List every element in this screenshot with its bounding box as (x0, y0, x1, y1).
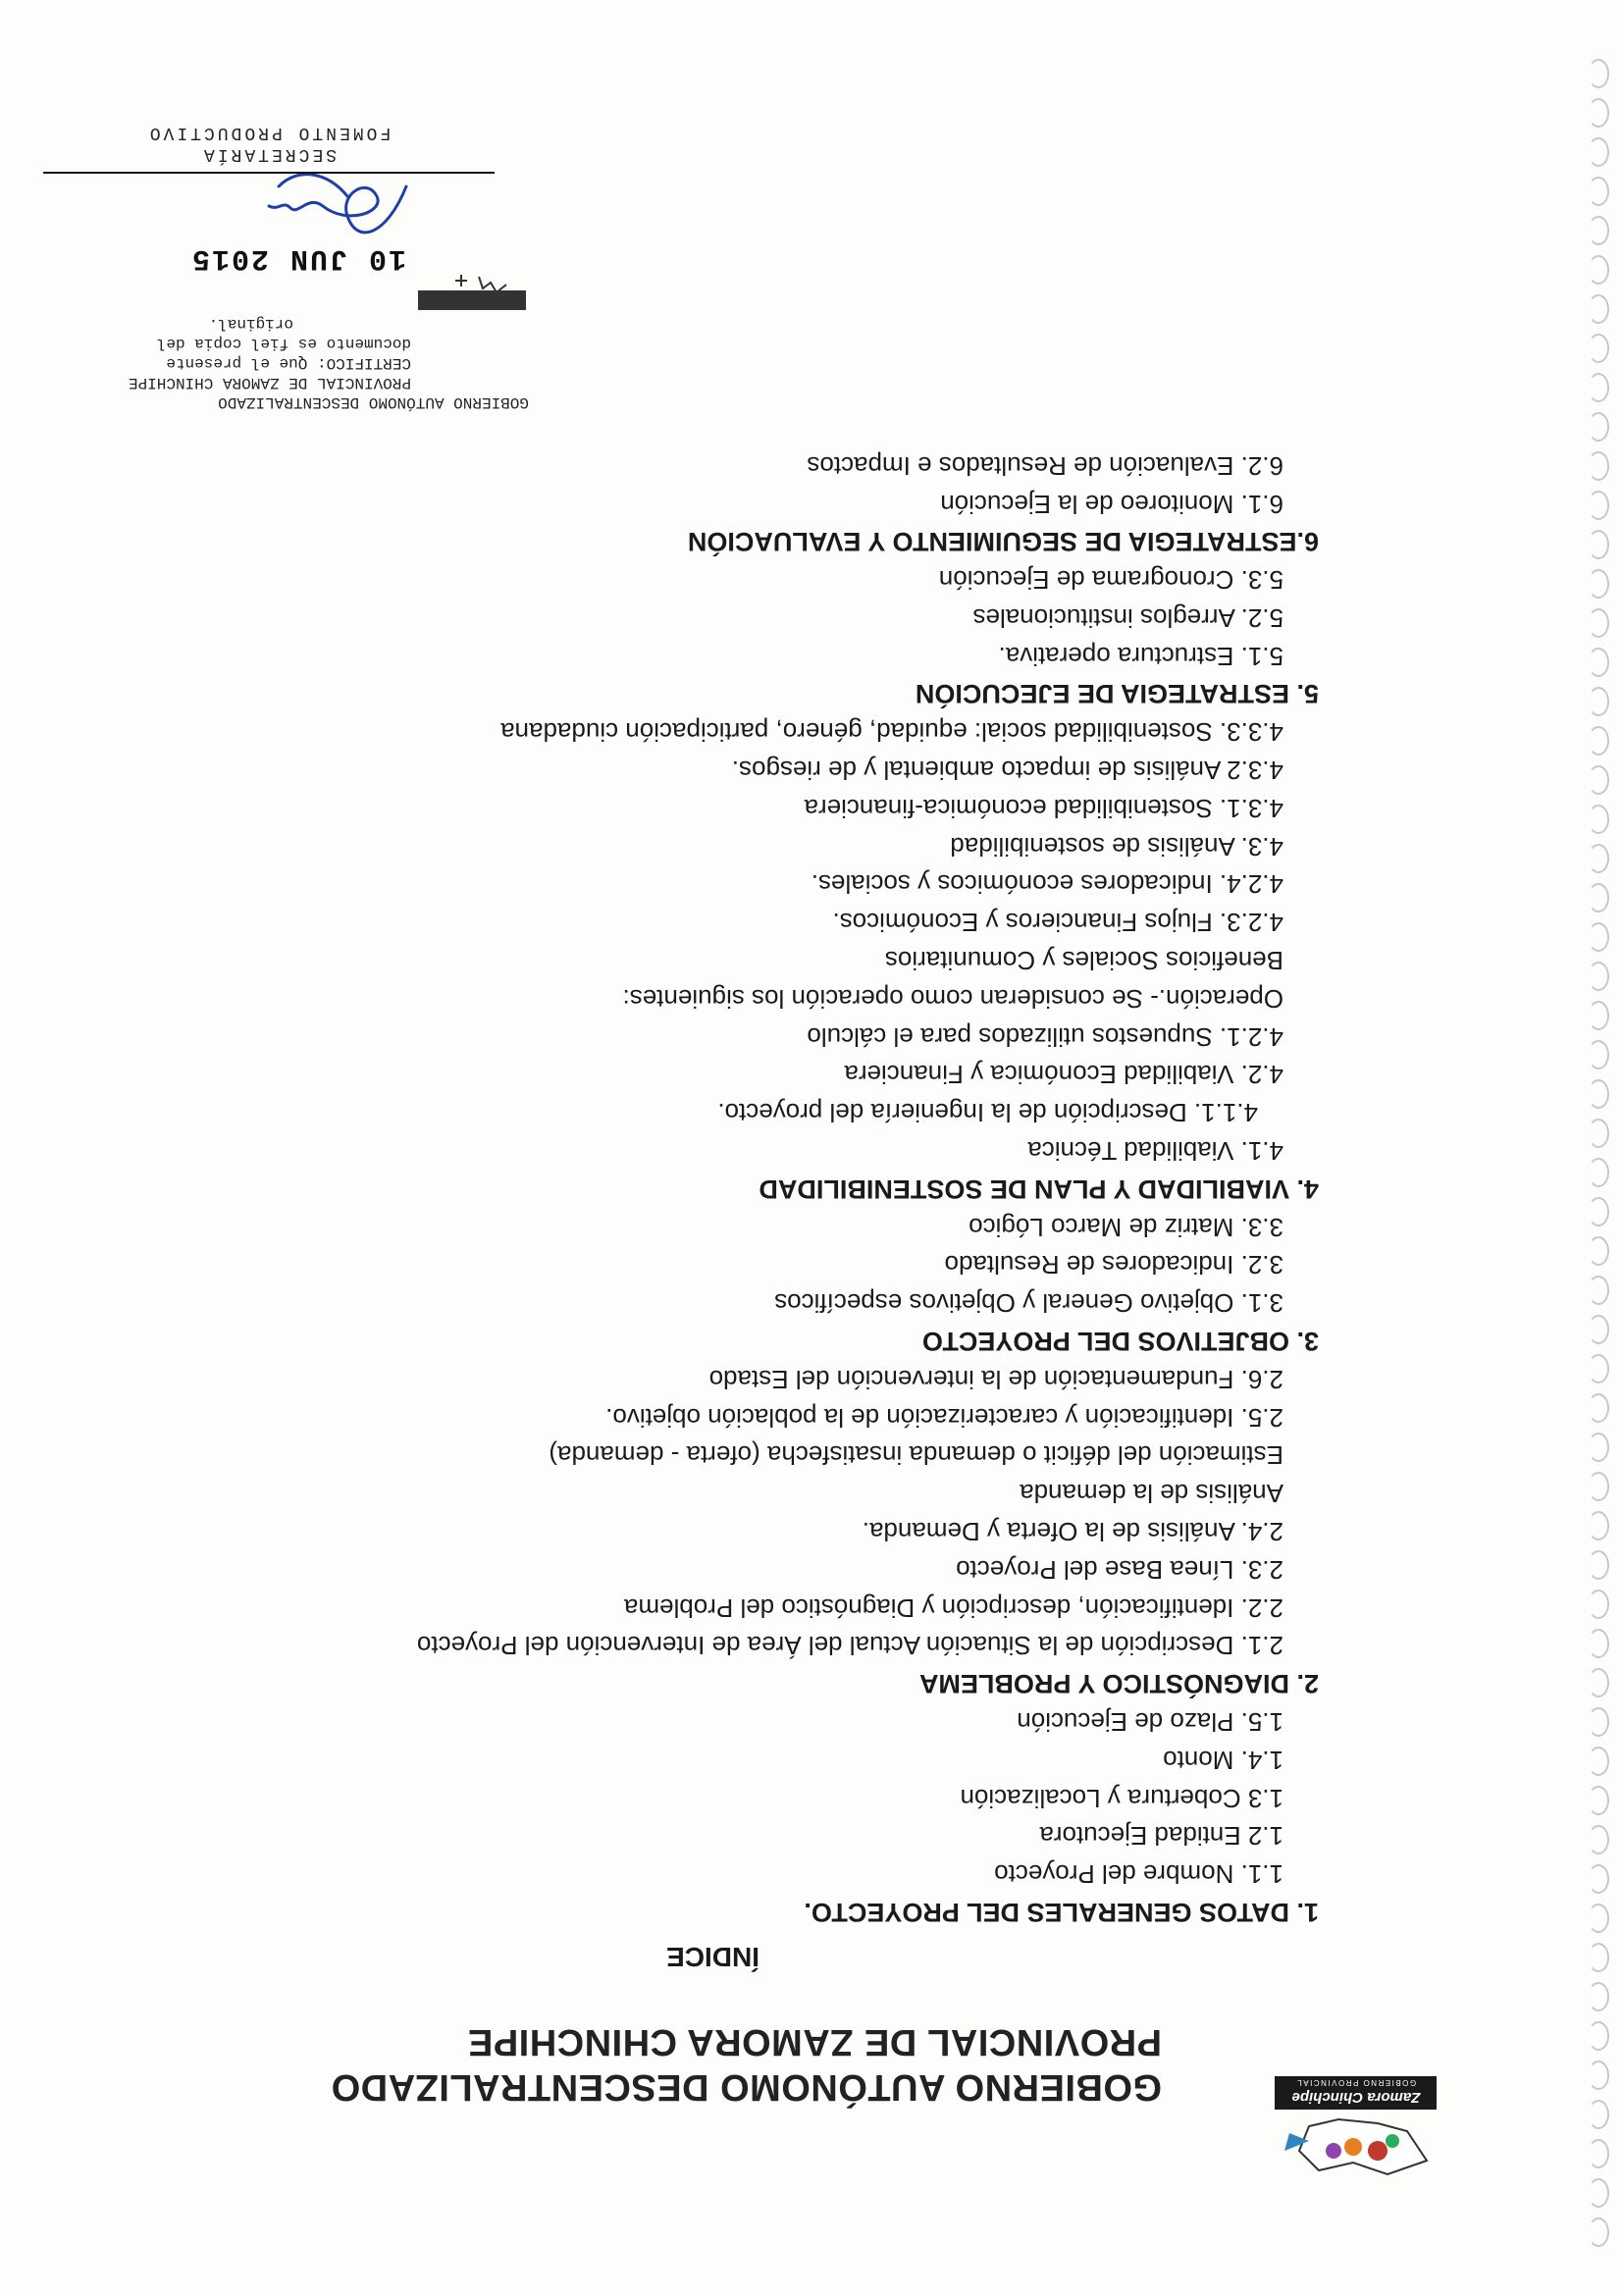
binder-hole (1588, 1315, 1609, 1344)
toc-section-heading: 1. DATOS GENERALES DEL PROYECTO. (804, 1898, 1319, 1927)
toc-entry: 1.3 Cobertura y Localización (960, 1783, 1283, 1813)
binder-hole (1588, 1040, 1609, 1070)
provincial-logo (1270, 2070, 1446, 2180)
toc-section-heading: 6.ESTRATEGIA DE SEGUIMIENTO Y EVALUACIÓN (687, 527, 1319, 557)
binder-hole (1588, 569, 1609, 599)
binder-hole (1588, 530, 1609, 559)
binder-hole (1588, 1707, 1609, 1737)
binder-hole (1588, 1511, 1609, 1540)
binder-hole (1588, 1236, 1609, 1266)
toc-entry: 2.5. Identificación y caracterización de la población objetivo. (605, 1402, 1283, 1433)
toc-entry: 6.1. Monitoreo de la Ejecución (940, 489, 1283, 519)
binder-hole (1588, 451, 1609, 481)
signature-line (43, 172, 495, 174)
toc-section-heading: 3. OBJETIVOS DEL PROYECTO (921, 1327, 1319, 1357)
toc-entry: 6.2. Evaluación de Resultados e Impactos (807, 450, 1283, 481)
binder-hole (1588, 1354, 1609, 1383)
table-of-contents (102, 446, 1319, 1931)
toc-entry: 4.2. Viabilidad Económica y Financiera (844, 1060, 1283, 1090)
cert-line-3: CERTIFICO: Que el presente (166, 354, 411, 372)
binder-hole (1588, 687, 1609, 716)
toc-entry: 4.3.3. Sostenibilidad social: equidad, género, participación ciudadana (500, 717, 1283, 748)
binder-hole (1588, 2100, 1609, 2129)
toc-entry: 5.2. Arreglos institucionales (972, 602, 1283, 633)
binder-hole (1588, 1393, 1609, 1423)
binder-hole (1588, 1825, 1609, 1854)
binder-hole (1588, 1629, 1609, 1658)
toc-entry: 4.2.1. Supuestos utilizados para el cálculo (807, 1021, 1283, 1052)
binder-hole (1588, 1668, 1609, 1697)
binder-hole (1588, 962, 1609, 991)
binder-hole (1588, 648, 1609, 677)
toc-entry: 1.2 Entidad Ejecutora (1039, 1821, 1283, 1852)
toc-entry: 3.1. Objetivo General y Objetivos específicos (774, 1288, 1283, 1319)
binder-hole (1588, 844, 1609, 873)
binder-hole (1588, 255, 1609, 285)
binder-hole (1588, 2021, 1609, 2051)
seal-stamp (418, 265, 526, 324)
binder-hole (1588, 98, 1609, 128)
toc-entry: 1.1. Nombre del Proyecto (994, 1859, 1283, 1890)
binder-hole (1588, 1079, 1609, 1109)
binder-hole (1588, 373, 1609, 402)
cert-line-5: original. (208, 315, 293, 333)
binder-hole (1588, 412, 1609, 442)
header-title-line1: GOBIERNO AUTÓNOMO DESCENTRALIZADO (331, 2066, 1162, 2108)
toc-entry: 4.2.4. Indicadores económicos y sociales. (811, 869, 1283, 900)
binder-hole (1588, 1786, 1609, 1815)
toc-entry: 1.4. Monto (1163, 1745, 1283, 1775)
logo-text-sub: GOBIERNO PROVINCIAL (1295, 2078, 1417, 2087)
toc-entry: Análisis de la demanda (1020, 1479, 1283, 1509)
toc-entry: 4.3.1. Sostenibilidad económica-financiera (804, 793, 1283, 823)
certification-block (68, 314, 529, 412)
binder-hole (1588, 608, 1609, 638)
toc-entry: 4.3.2 Análisis de impacto ambiental y de riesgos. (731, 756, 1283, 786)
toc-entry: 2.6. Fundamentación de la intervención del Estado (708, 1364, 1283, 1394)
binder-hole (1588, 2061, 1609, 2090)
office-line-2: FOMENTO PRODUCTIVO (146, 123, 392, 142)
cert-line-2: PROVINCIAL DE ZAMORA CHINCHIPE (128, 374, 411, 391)
toc-section-heading: 2. DIAGNÓSTICO Y PROBLEMA (918, 1669, 1319, 1699)
toc-section-heading: 5. ESTRATEGIA DE EJECUCIÓN (915, 679, 1319, 709)
toc-entry: 3.2. Indicadores de Resultado (944, 1250, 1283, 1280)
binder-hole (1588, 1433, 1609, 1462)
binder-hole (1588, 177, 1609, 206)
toc-entry: 4.1. Viabilidad Técnica (1027, 1136, 1283, 1167)
toc-entry: Estimación del déficit o demanda insatisfecha (oferta - demanda) (549, 1440, 1283, 1471)
binder-hole (1588, 1197, 1609, 1226)
toc-entry: Operación.- Se consideran como operación los siguientes: (622, 983, 1283, 1014)
binder-hole (1588, 922, 1609, 952)
toc-entry: 2.1. Descripción de la Situación Actual del Área de Intervención del Proyecto (416, 1631, 1283, 1661)
toc-entry: 5.1. Estructura operativa. (998, 641, 1283, 671)
binder-holes (1576, 49, 1615, 2247)
header-title (331, 2019, 1162, 2110)
cert-line-1: GOBIERNO AUTÓNOMO DESCENTRALIZADO (218, 393, 529, 411)
binder-hole (1588, 1276, 1609, 1305)
toc-entry: 1.5. Plazo de Ejecución (1017, 1707, 1283, 1738)
binder-hole (1588, 2218, 1609, 2247)
office-label (63, 122, 475, 165)
binder-hole (1588, 334, 1609, 363)
index-title: ÍNDICE (666, 1942, 759, 1972)
toc-entry: 3.3. Matriz de Marco Lógico (969, 1212, 1283, 1242)
logo-text-main: Zamora Chinchipe (1291, 2089, 1421, 2106)
binder-hole (1588, 1550, 1609, 1580)
binder-hole (1588, 883, 1609, 913)
binder-hole (1588, 1747, 1609, 1776)
toc-entry: 4.2.3. Flujos Financieros y Económicos. (832, 908, 1283, 938)
binder-hole (1588, 1001, 1609, 1030)
binder-hole (1588, 491, 1609, 520)
binder-hole (1588, 1472, 1609, 1501)
header-title-line2: PROVINCIAL DE ZAMORA CHINCHIPE (467, 2021, 1162, 2062)
binder-hole (1588, 1982, 1609, 2011)
office-line-1: SECRETARÍA (200, 144, 338, 164)
stamp-date: 10 JUN 2015 (189, 241, 406, 275)
toc-entry: 4.3. Análisis de sostenibilidad (950, 831, 1283, 861)
toc-entry: 2.4. Análisis de la Oferta y Demanda. (862, 1517, 1283, 1547)
binder-hole (1588, 1864, 1609, 1894)
binder-hole (1588, 805, 1609, 834)
toc-entry: 2.3. Línea Base del Proyecto (956, 1554, 1283, 1585)
binder-hole (1588, 1943, 1609, 1972)
binder-hole (1588, 2139, 1609, 2168)
toc-section-heading: 4. VIABILIDAD Y PLAN DE SOSTENIBILIDAD (759, 1174, 1319, 1204)
binder-hole (1588, 765, 1609, 795)
toc-entry: 4.1.1. Descripción de la Ingeniería del proyecto. (717, 1098, 1258, 1128)
binder-hole (1588, 1590, 1609, 1619)
binder-hole (1588, 1904, 1609, 1933)
toc-entry: 2.2. Identificación, descripción y Diagnóstico del Problema (623, 1592, 1283, 1623)
binder-hole (1588, 216, 1609, 245)
binder-hole (1588, 137, 1609, 167)
toc-entry: Beneficios Sociales y Comunitarios (884, 946, 1283, 976)
binder-hole (1588, 294, 1609, 324)
binder-hole (1588, 1119, 1609, 1148)
cert-line-4: documento es fiel copia del (156, 335, 411, 352)
toc-entry: 5.3. Cronograma de Ejecución (938, 565, 1283, 596)
binder-hole (1588, 59, 1609, 88)
binder-hole (1588, 1158, 1609, 1187)
binder-hole (1588, 2178, 1609, 2208)
binder-hole (1588, 726, 1609, 756)
